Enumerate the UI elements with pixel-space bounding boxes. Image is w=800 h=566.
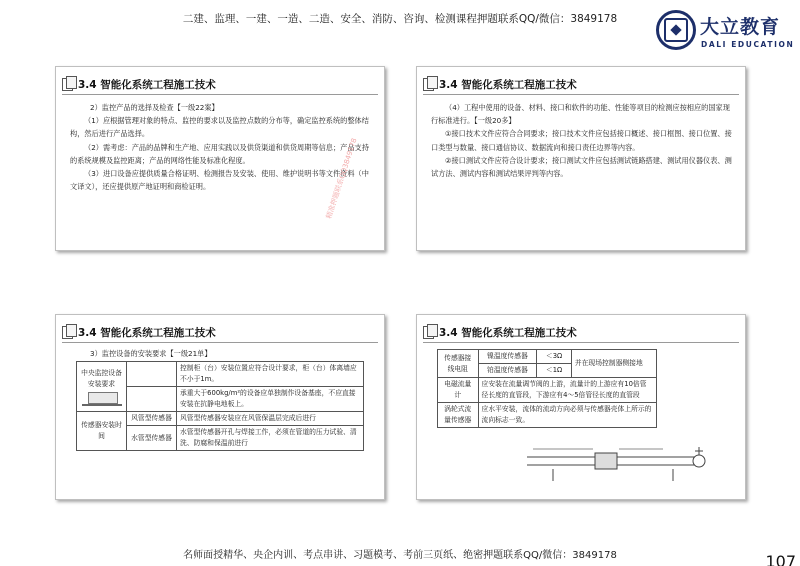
resistance-value-cell: ＜3Ω xyxy=(537,350,571,364)
sensor-type-cell: 水管型传感器 xyxy=(127,426,177,451)
logo-name-cn: 大立教育 xyxy=(700,16,781,38)
slide-body xyxy=(70,101,372,193)
sensor-type-cell: 铂温度传感器 xyxy=(478,364,537,378)
slide-title: 3.4 智能化系统工程施工技术 xyxy=(78,79,216,91)
table-row-label: 传感器接线电阻 xyxy=(438,350,479,378)
bottom-banner: 名师面授精华、央企内训、考点串讲、习题模考、考前三页纸、绝密押题联系QQ/微信：3849178 xyxy=(183,550,617,561)
table-cell: 水管型传感器开孔与焊接工作，必须在管道的压力试验、清洗、防腐和保温前进行 xyxy=(177,426,364,451)
section-subhead: 3）监控设备的安装要求【一级21单】 xyxy=(90,349,212,358)
slide-title: 3.4 智能化系统工程施工技术 xyxy=(439,79,577,91)
logo-seal-icon xyxy=(656,10,696,50)
table-group-label: 传感器安装时间 xyxy=(77,412,127,451)
page-number: 107 xyxy=(765,552,796,566)
body-line: （4）工程中使用的设备、材料、接口和软件的功能、性能等项目的检测应按相应的国家现行标准进行。【一级20多】 xyxy=(431,103,730,126)
body-line: （3）进口设备应提供质量合格证明、检测报告及安装、使用、维护说明书等文件资料（中文译文），还应提供原产地证明和商检证明。 xyxy=(70,169,369,192)
table-row xyxy=(438,403,657,428)
watermark: 精准押题联系QQ3849178 xyxy=(324,137,359,220)
table-row xyxy=(438,350,657,364)
body-line: ①接口技术文件应符合合同要求；接口技术文件应包括接口概述、接口框图、接口位置、接口类型与数量、接口通信协议、数据流向和接口责任边界等内容。 xyxy=(431,129,732,152)
valve-handle-icon xyxy=(695,447,703,455)
title-divider xyxy=(423,94,739,95)
floor-image-cell xyxy=(127,387,177,412)
table-group-label: 中央监控设备安装要求 xyxy=(77,362,127,412)
table-cell: 承重大于600kg/m²的设备应单独制作设备基座，不应直接安装在抗静电地板上。 xyxy=(177,387,364,412)
valve-icon xyxy=(693,455,705,467)
slide-title: 3.4 智能化系统工程施工技术 xyxy=(439,327,577,339)
top-banner: 二建、监理、一建、一造、二造、安全、消防、咨询、检测课程押题联系QQ/微信：3849178 xyxy=(182,13,618,25)
sensor-type-cell: 镍温度传感器 xyxy=(478,350,537,364)
resistance-value-cell: ＜1Ω xyxy=(537,364,571,378)
brand-logo xyxy=(656,10,795,54)
title-divider xyxy=(62,94,378,95)
slide-4 xyxy=(416,314,746,500)
body-line: ②接口测试文件应符合设计要求；接口测试文件应包括测试链路搭建、测试用仪器仪表、测试方法、测试内容和测试结果评判等内容。 xyxy=(431,155,732,179)
flowmeter-body xyxy=(595,453,617,469)
table-row-label: 涡轮式流量传感器 xyxy=(438,403,479,428)
slide-2 xyxy=(416,66,746,251)
cabinet-image-cell xyxy=(127,362,177,387)
slide-title: 3.4 智能化系统工程施工技术 xyxy=(78,327,216,339)
title-divider xyxy=(62,342,378,343)
slides-icon xyxy=(62,76,75,90)
install-requirements-table xyxy=(76,361,364,451)
logo-name-en: DALI EDUCATION xyxy=(701,40,795,49)
slide-3 xyxy=(55,314,385,500)
table-cell: 应水平安装，流体的流动方向必须与传感器壳体上所示的流向标志一致。 xyxy=(478,403,656,428)
table-row xyxy=(77,362,364,387)
table-row-label: 电磁流量计 xyxy=(438,378,479,403)
body-line: 2）监控产品的选择及检查【一级22案】 xyxy=(90,103,219,112)
body-line: （1）应根据管理对象的特点、监控的要求以及监控点数的分布等，确定监控系统的整体结构，然后进行产品选择。 xyxy=(70,116,369,139)
flowmeter-installation-diagram xyxy=(523,435,713,483)
slides-icon xyxy=(423,324,436,338)
sensor-requirements-table xyxy=(437,349,657,428)
slides-icon xyxy=(62,324,75,338)
slide-1 xyxy=(55,66,385,251)
slides-icon xyxy=(423,76,436,90)
table-cell: 风管型传感器安装应在风管保温层完成后进行 xyxy=(177,412,364,426)
table-row xyxy=(438,378,657,403)
sensor-type-cell: 风管型传感器 xyxy=(127,412,177,426)
table-cell: 控制柜（台）安装位置应符合设计要求，柜（台）体离墙应不小于1m。 xyxy=(177,362,364,387)
title-divider xyxy=(423,342,739,343)
table-cell: 应安装在流量调节阀的上游，流量计的上游应有10倍管径长度的直管段，下游应有4～5倍管径长度的直管段 xyxy=(478,378,656,403)
body-line: （2）需考虑：产品的品牌和生产地、应用实践以及供货渠道和供货周期等信息；产品支持的系统规模及监控距离；产品的网络性能及标准化程度。 xyxy=(70,142,369,165)
table-row xyxy=(77,412,364,426)
control-cabinet-icon xyxy=(82,390,122,406)
slide-body xyxy=(431,101,733,180)
table-note-cell: 并在现场控制器侧接地 xyxy=(571,350,656,378)
